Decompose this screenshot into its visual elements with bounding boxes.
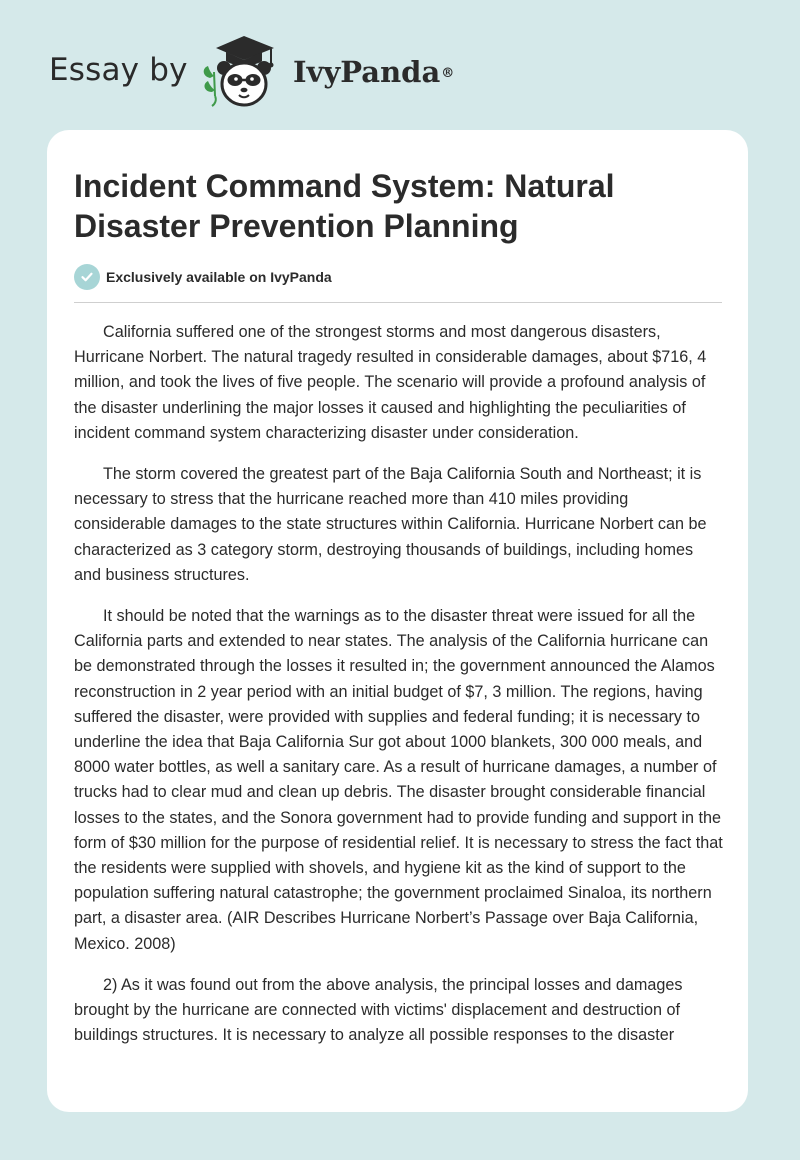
paragraph: 2) As it was found out from the above analysis, the principal losses and damages brought by the hurricane are connected with victims' displacement and destruction of buildings structures. It is necessary to analyze all possible responses to the disaster bbox=[74, 975, 683, 1045]
registered-mark: ® bbox=[441, 66, 455, 81]
panda-graduate-icon[interactable] bbox=[200, 34, 280, 110]
check-icon bbox=[74, 264, 100, 290]
essay-title: Incident Command System: Natural Disaster Prevention Planning bbox=[74, 168, 615, 244]
brand-name[interactable] bbox=[293, 52, 454, 92]
exclusive-badge bbox=[74, 263, 332, 291]
essay-body bbox=[74, 320, 724, 1064]
site-header bbox=[0, 0, 800, 130]
exclusive-label: Exclusively available on IvyPanda bbox=[106, 269, 332, 285]
ivy-leaf-icon bbox=[204, 66, 216, 106]
essay-by-label: Essay by bbox=[49, 52, 188, 88]
paragraph: It should be noted that the warnings as to the disaster threat were issued for all the California parts and extended to near states. The analysis of the California hurricane can be demonstrated through the losses it resulted in; the government announced the Alamos reconstruction in 2 year period with an initial budget of $7, 3 million. The regions, having suffered the disaster, were provided with supplies and federal funding; it is necessary to underline the idea that Baja California Sur got about 1000 blankets, 300 000 meals, and 8000 water bottles, as well a sanitary care. As a result of hurricane damages, a number of trucks had to clear mud and clean up debris. The disaster brought considerable financial losses to the states, and the Sonora government had to provide funding and support in the form of $30 million for the purpose of residential relief. It is necessary to stress the fact that the residents were supplied with shovels, and hygiene kit as the kind of support to the population suffering natural catastrophe; the government proclaimed Sinaloa, its northern part, a disaster area. (AIR Describes Hurricane Norbert’s Passage over Baja California, Mexico. 2008) bbox=[74, 607, 723, 953]
essay-card bbox=[47, 130, 748, 1112]
brand-text: IvyPanda bbox=[293, 55, 441, 89]
divider bbox=[74, 302, 722, 303]
paragraph: The storm covered the greatest part of the Baja California South and Northeast; it is necessary to stress that the hurricane reached more than 410 miles providing considerable damages to the state structures within California. Hurricane Norbert can be characterized as 3 category storm, destroying thousands of buildings, including homes and business structures. bbox=[74, 465, 707, 584]
paragraph: California suffered one of the strongest storms and most dangerous disasters, Hurricane Norbert. The natural tragedy resulted in considerable damages, about $716, 4 million, and took the lives of five people. The scenario will provide a profound analysis of the disaster underlining the major losses it caused and highlighting the peculiarities of incident command system characterizing disaster under consideration. bbox=[74, 323, 707, 442]
